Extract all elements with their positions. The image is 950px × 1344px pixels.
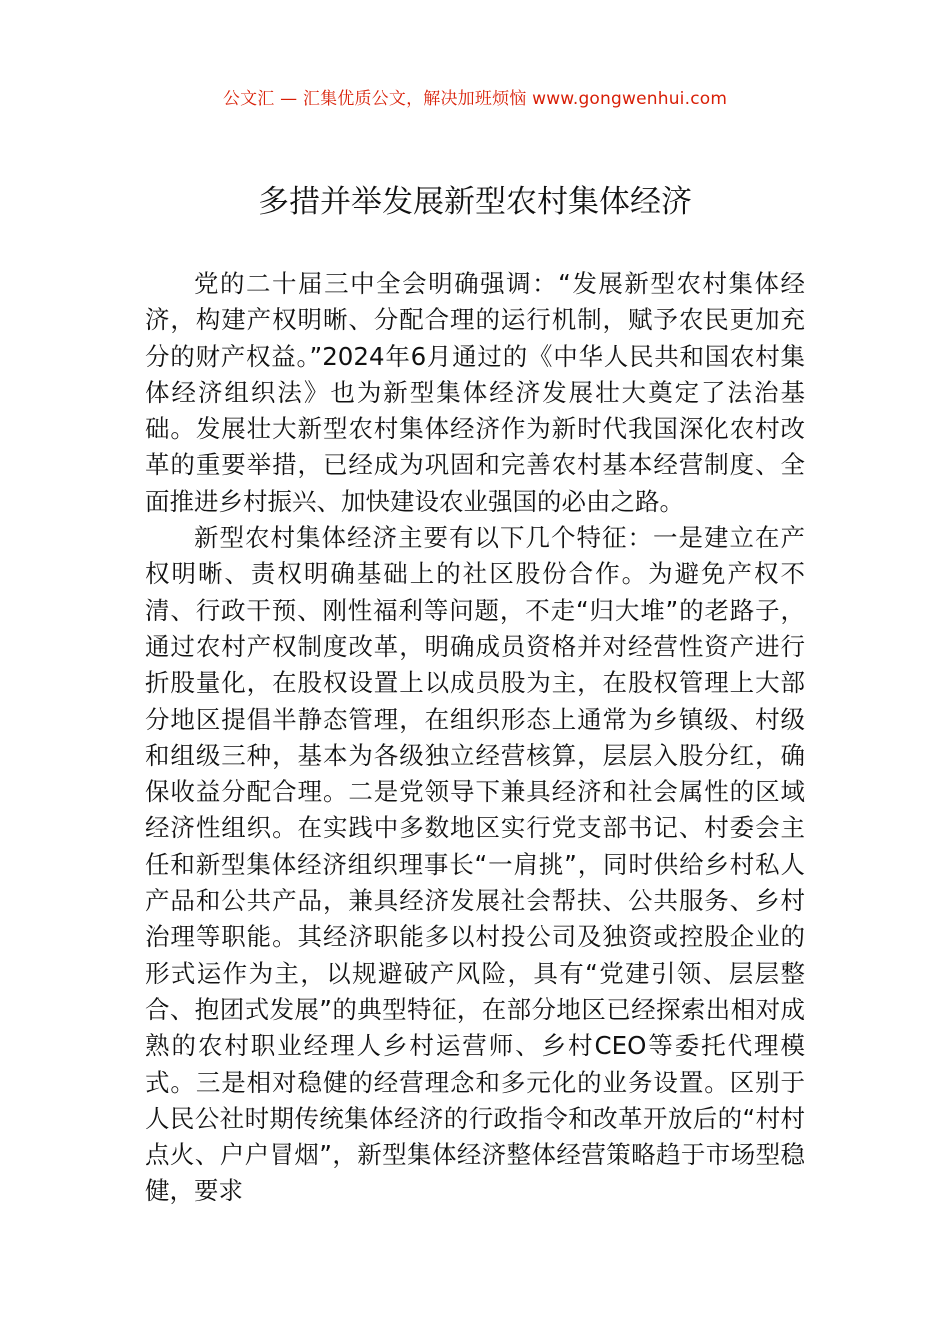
document-body xyxy=(145,266,805,1210)
header-banner: 公文汇 — 汇集优质公文，解决加班烦恼 www.gongwenhui.com xyxy=(222,89,728,109)
paragraph-2: 新型农村集体经济主要有以下几个特征：一是建立在产权明晰、责权明确基础上的社区股份合作。为避免产权不清、行政干预、刚性福利等问题，不走“归大堆”的老路子，通过农村产权制度改革，明确成员资格并对经营性资产进行折股量化，在股权设置上以成员股为主，在股权管理上大部分地区提倡半静态管理，在组织形态上通常为乡镇级、村级和组级三种，基本为各级独立经营核算，层层入股分红，确保收益分配合理。二是党领导下兼具经济和社会属性的区域经济性组织。在实践中多数地区实行党支部书记、村委会主任和新型集体经济组织理事长“一肩挑”，同时供给乡村私人产品和公共产品，兼具经济发展社会帮扶、公共服务、乡村治理等职能。其经济职能多以村投公司及独资或控股企业的形式运作为主，以规避破产风险，具有“党建引领、层层整合、抱团式发展”的典型特征，在部分地区已经探索出相对成熟的农村职业经理人乡村运营师、乡村CEO等委托代理模式。三是相对稳健的经营理念和多元化的业务设置。区别于人民公社时期传统集体经济的行政指令和改革开放后的“村村点火、户户冒烟”，新型集体经济整体经营策略趋于市场型稳健，要求 xyxy=(145,523,805,1206)
page-title: 多措并举发展新型农村集体经济 xyxy=(258,184,692,220)
paragraph-1: 党的二十届三中全会明确强调：“发展新型农村集体经济，构建产权明晰、分配合理的运行机制，赋予农民更加充分的财产权益。”2024年6月通过的《中华人民共和国农村集体经济组织法》也为新型集体经济发展壮大奠定了法治基础。发展壮大新型农村集体经济作为新时代我国深化农村改革的重要举措，已经成为巩固和完善农村基本经营制度、全面推进乡村振兴、加快建设农业强国的必由之路。 xyxy=(145,269,805,516)
